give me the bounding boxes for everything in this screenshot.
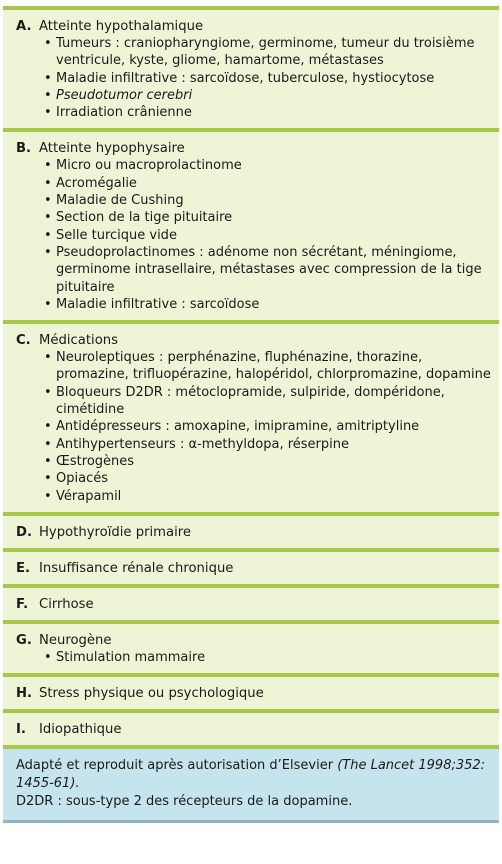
list-item-text: Tumeurs : craniopharyngiome, germinome, tumeur du troisième ventricule, kyste, gliome, hamartome, métastases [56,36,475,69]
section-c [3,320,499,512]
section-heading [16,560,491,577]
section-title: Cirrhose [39,596,94,612]
source-note [3,745,499,823]
section-heading [16,685,491,702]
list-item [34,649,491,666]
abbreviation-note: D2DR : sous-type 2 des récepteurs de la dopamine. [16,794,353,810]
section-i [3,709,499,745]
section-title: Idiopathique [39,722,122,738]
list-item-text: Bloqueurs D2DR : métoclopramide, sulpiride, dompéridone, cimétidine [56,384,445,418]
list-item-text: Neuroleptiques : perphénazine, fluphénazine, thorazine, promazine, trifluopérazine, halopéridol, chlorpromazine, dopamine [56,350,491,383]
section-title: Hypothyroïdie primaire [39,524,191,540]
section-title: Neurogène [39,632,112,648]
list-item [34,470,491,487]
list-item [34,35,491,70]
list-item [34,488,491,505]
list-item [34,436,491,453]
bullet-icon: • [44,105,52,121]
bullet-icon: • [44,350,52,366]
section-d [3,512,499,548]
bullet-icon: • [44,419,52,435]
bullet-icon: • [44,488,52,504]
list-item-text: Pseudotumor cerebri [56,87,193,103]
bullet-icon: • [44,210,52,226]
section-heading [16,632,491,649]
list-item-text: Pseudoprolactinomes : adénome non sécrétant, méningiome, germinome intrasellaire, métastases avec compression de la tige pituitaire [56,244,482,295]
list-item [34,244,491,296]
table [3,0,499,823]
bullet-icon: • [44,193,52,209]
section-letter: B. [16,141,32,157]
section-b [3,128,499,320]
list-item-text: Maladie de Cushing [56,193,184,209]
section-letter: H. [16,686,33,702]
bullet-icon: • [44,649,52,665]
list-item-text: Maladie infiltrative : sarcoïdose [56,296,260,312]
list-item-text: Antidépresseurs : amoxapine, imipramine, amitriptyline [56,419,420,435]
bullet-icon: • [44,244,52,260]
list-item-text: Maladie infiltrative : sarcoïdose, tuberculose, hystiocytose [56,70,435,86]
section-title: Stress physique ou psychologique [39,686,264,702]
list-item-text: Vérapamil [56,488,122,504]
list-item-text: Opiacés [56,471,108,487]
list-item [34,453,491,470]
list-item [34,227,491,244]
list-item [34,384,491,419]
bullet-icon: • [44,87,52,103]
section-h [3,673,499,709]
section-title: Médications [39,333,118,349]
section-letter: I. [16,722,26,738]
list-item [34,418,491,435]
section-letter: F. [16,596,29,612]
bullet-icon: • [44,384,52,400]
list-item [34,87,491,104]
bullet-icon: • [44,158,52,174]
bullet-icon: • [44,296,52,312]
list-item [34,349,491,384]
section-title: Insuffisance rénale chronique [39,560,234,576]
section-heading [16,332,491,349]
section-letter: A. [16,19,32,34]
section-heading [16,524,491,541]
list-item [34,296,491,313]
bullet-icon: • [44,175,52,191]
list-item-text: Antihypertenseurs : α-methyldopa, réserpine [56,436,350,452]
section-heading [16,721,491,738]
list-item [34,157,491,174]
bullet-icon: • [44,436,52,452]
list-item [34,192,491,209]
list-item-text: Œstrogènes [56,453,135,469]
bullet-icon: • [44,36,52,51]
section-letter: D. [16,524,32,540]
section-f [3,584,499,620]
section-title: Atteinte hypophysaire [39,141,185,157]
section-letter: C. [16,333,31,349]
section-heading [16,140,491,157]
section-heading [16,596,491,613]
list-item-text: Irradiation crânienne [56,105,192,121]
source-text: Adapté et reproduit après autorisation d’Elsevier [16,758,338,774]
section-letter: G. [16,632,32,648]
list-item-text: Micro ou macroprolactinome [56,158,242,174]
bullet-icon: • [44,227,52,243]
list-item-text: Section de la tige pituitaire [56,210,233,226]
source-citation: (The Lancet 1998;352: 1455-61). [16,758,486,792]
section-letter: E. [16,560,31,576]
section-g [3,620,499,673]
list-item [34,104,491,121]
bullet-icon: • [44,471,52,487]
section-title: Atteinte hypothalamique [39,19,204,34]
list-item-text: Stimulation mammaire [56,649,206,665]
section-a [3,6,499,128]
list-item [34,175,491,192]
list-item-text: Selle turcique vide [56,227,177,243]
bullet-icon: • [44,70,52,86]
section-e [3,548,499,584]
list-item [34,209,491,226]
list-item-text: Acromégalie [56,175,137,191]
list-item [34,70,491,87]
section-heading [16,18,491,35]
bullet-icon: • [44,453,52,469]
